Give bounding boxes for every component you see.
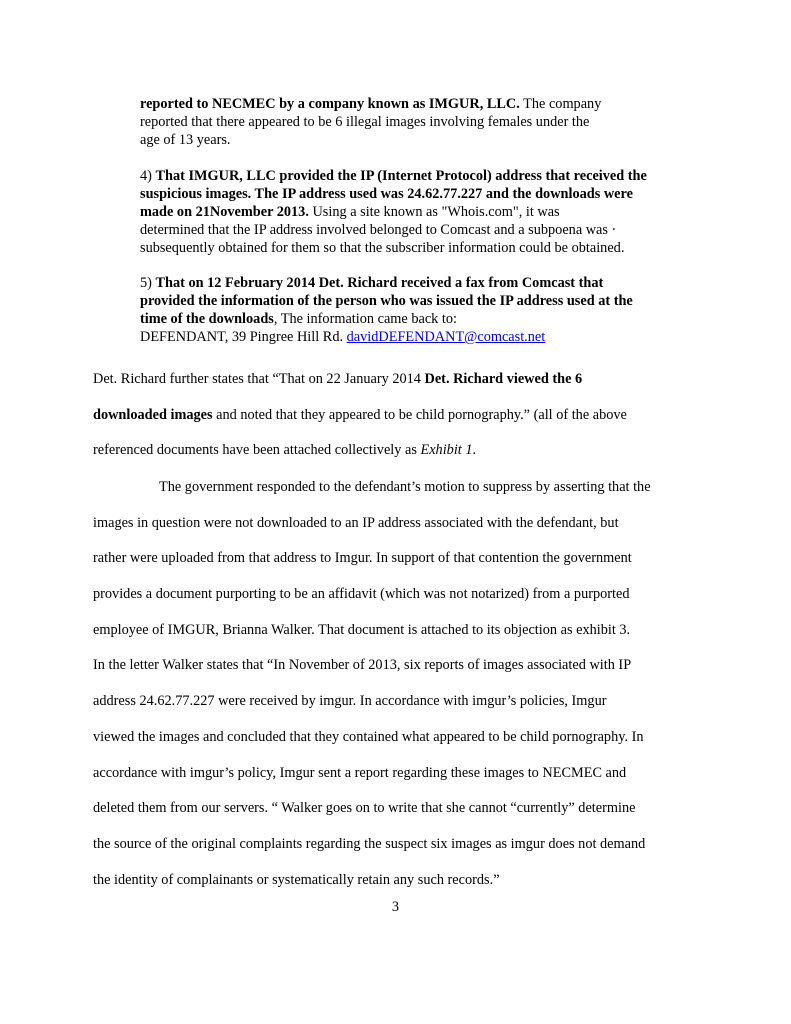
quoted-line: reported that there appeared to be 6 illegal images involving females under the [140, 114, 590, 130]
body-line: In the letter Walker states that “In November of 2013, six reports of images associated with IP [93, 657, 632, 673]
body-line: deleted them from our servers. “ Walker goes on to write that she cannot “currently” determine [93, 800, 636, 816]
quoted-item-4 [140, 167, 700, 257]
quoted-line: 5) That on 12 February 2014 Det. Richard received a fax from Comcast that [140, 275, 604, 291]
body-line: employee of IMGUR, Brianna Walker. That document is attached to its objection as exhibit 3. [93, 622, 631, 638]
quoted-line: time of the downloads, The information came back to: [140, 311, 457, 327]
body-line: the identity of complainants or systematically retain any such records.” [93, 872, 500, 888]
quoted-line: suspicious images. The IP address used was 24.62.77.227 and the downloads were [140, 186, 633, 202]
quoted-line: made on 21November 2013. Using a site known as "Whois.com", it was [140, 204, 560, 220]
quoted-line: provided the information of the person who was issued the IP address used at the [140, 293, 633, 309]
quoted-line: determined that the IP address involved belonged to Comcast and a subpoena was · [140, 222, 617, 238]
quoted-line: age of 13 years. [140, 132, 231, 148]
body-line: referenced documents have been attached collectively as Exhibit 1. [93, 442, 477, 458]
quoted-line: 4) That IMGUR, LLC provided the IP (Internet Protocol) address that received the [140, 168, 647, 184]
body-line: rather were uploaded from that address to Imgur. In support of that contention the government [93, 550, 632, 566]
quoted-line: reported to NECMEC by a company known as IMGUR, LLC. The company [140, 96, 602, 112]
body-line: The government responded to the defendant’s motion to suppress by asserting that the [159, 479, 651, 495]
quoted-line: DEFENDANT, 39 Pingree Hill Rd. davidDEFENDANT@comcast.net [140, 329, 546, 345]
quoted-item-3 [140, 95, 700, 149]
body-line: accordance with imgur’s policy, Imgur sent a report regarding these images to NECMEC and [93, 765, 627, 781]
body-line: viewed the images and concluded that they contained what appeared to be child pornography. In [93, 729, 644, 745]
body-line: images in question were not downloaded to an IP address associated with the defendant, but [93, 515, 619, 531]
body-line: provides a document purporting to be an affidavit (which was not notarized) from a purported [93, 586, 630, 602]
page-number: 3 [391, 899, 400, 915]
email-link[interactable]: davidDEFENDANT@comcast.net [346, 329, 546, 345]
quoted-line: subsequently obtained for them so that the subscriber information could be obtained. [140, 240, 625, 256]
body-line: the source of the original complaints regarding the suspect six images as imgur does not demand [93, 836, 646, 852]
body-line: address 24.62.77.227 were received by imgur. In accordance with imgur’s policies, Imgur [93, 693, 607, 709]
quoted-item-5 [140, 274, 700, 346]
body-line: Det. Richard further states that “That on 22 January 2014 Det. Richard viewed the 6 [93, 371, 583, 387]
body-line: downloaded images and noted that they appeared to be child pornography.” (all of the above [93, 407, 627, 423]
